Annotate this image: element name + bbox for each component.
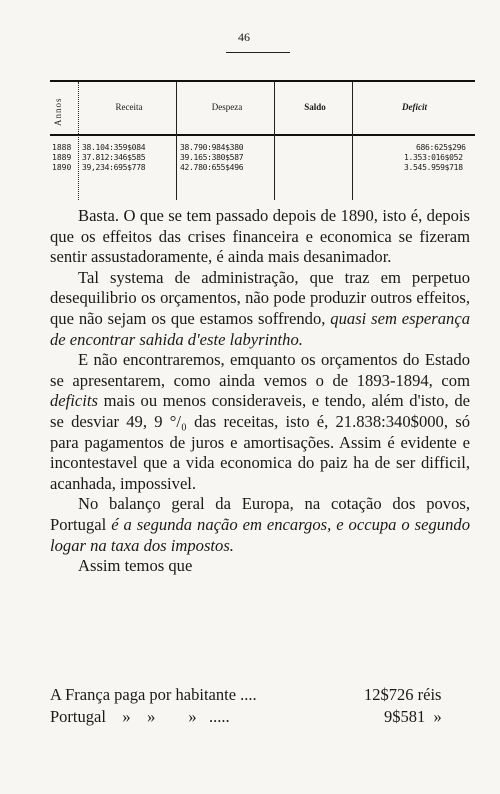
row-year: 1890 <box>52 163 72 172</box>
paragraph <box>50 350 470 494</box>
header-despeza: Despeza <box>211 102 243 112</box>
row-year: 1889 <box>52 153 72 162</box>
paragraph-text: mais ou menos consideraveis, e tendo, além d'isto, de se desviar 49, 9 °/₀ das receitas, isto é, 21.838:340$000, só para pagamentos de juros e amortisações. Assim é evidente e incontestavel que a vida economica do paiz ha de ser difficil, acanhada, impossivel. <box>50 391 470 493</box>
header-saldo: Saldo <box>304 102 326 112</box>
paragraph: Basta. O que se tem passado depois de 1890, isto é, depois que os effeitos das crises financeira e economica se fizeram sentir assustadoramente, é ainda mais desanimador. <box>50 206 470 267</box>
paragraph <box>50 494 470 556</box>
row-year: 1888 <box>52 143 72 152</box>
table-header <box>50 82 475 136</box>
paragraph-text: E não encontraremos, emquanto os orçamentos do Estado se apresentarem, como ainda vemos o de 1893-1894, com <box>50 350 470 390</box>
column-divider <box>176 82 177 200</box>
page-number-rule <box>226 52 290 53</box>
stat-value: 9$581 » <box>384 707 442 726</box>
row-despeza: 42.780:655$496 <box>180 163 244 172</box>
page-number: 46 <box>238 30 250 44</box>
body-text <box>50 206 470 577</box>
row-deficit: 1.353:016$052 <box>404 153 463 162</box>
row-receita: 37.812:346$585 <box>82 153 146 162</box>
tax-comparison <box>50 684 470 728</box>
row-receita: 38.104:359$084 <box>82 143 146 152</box>
paragraph-emphasis: deficits <box>50 391 98 411</box>
paragraph-text: No balanço geral da Europa, na cotação dos povos, Portugal <box>50 494 470 534</box>
row-deficit: 686:625$296 <box>416 143 466 152</box>
paragraph-text: Tal systema de administração, que traz em perpetuo desequilibrio os orçamentos, não pode produzir outros effeitos, que não sejam os que estamos soffrendo, <box>50 267 470 328</box>
column-divider <box>274 82 275 200</box>
paragraph-emphasis: é a segunda nação em encargos, e occupa o segundo logar na taxa dos impostos. <box>50 514 470 555</box>
column-divider <box>78 82 79 200</box>
paragraph <box>50 268 470 350</box>
stat-label: A França paga por habitante .... <box>50 685 257 704</box>
header-deficit: Deficit <box>402 102 427 112</box>
list-item <box>50 684 470 706</box>
header-receita: Receita <box>115 102 143 112</box>
row-despeza: 38.790:984$380 <box>180 143 244 152</box>
row-despeza: 39.165:380$587 <box>180 153 244 162</box>
budget-table <box>50 80 475 200</box>
row-receita: 39,234:695$778 <box>82 163 146 172</box>
stat-label: Portugal » » » ..... <box>50 707 230 726</box>
column-divider <box>352 82 353 200</box>
header-annos: Annos <box>53 97 63 126</box>
stat-value: 12$726 réis <box>364 685 442 704</box>
list-item <box>50 706 470 728</box>
paragraph-emphasis: quasi sem esperança de encontrar sahida d'este labyrintho. <box>50 308 470 349</box>
row-deficit: 3.545.959$718 <box>404 163 463 172</box>
paragraph: Assim temos que <box>78 556 193 576</box>
